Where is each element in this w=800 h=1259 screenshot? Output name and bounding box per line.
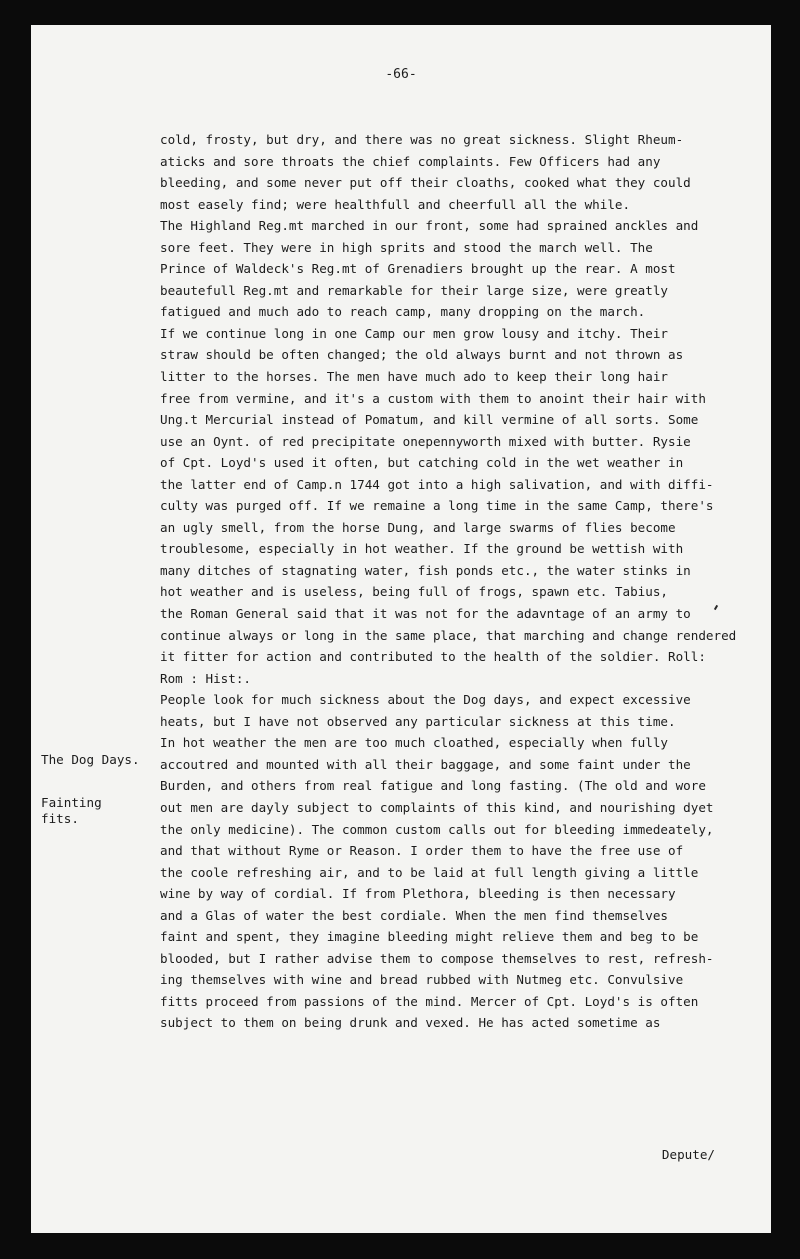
text-line: and a Glas of water the best cordiale. When the men find themselves <box>160 907 668 923</box>
text-line: many ditches of stagnating water, fish ponds etc., the water stinks in <box>160 562 691 578</box>
text-line: the Roman General said that it was not for the adavntage of an army to <box>160 606 691 622</box>
text-line: fatigued and much ado to reach camp, many dropping on the march. <box>160 304 646 320</box>
text-line: an ugly smell, from the horse Dung, and large swarms of flies become <box>160 519 676 535</box>
text-line: ing themselves with wine and bread rubbed with Nutmeg etc. Convulsive <box>160 972 684 988</box>
text-line: beautefull Reg.mt and remarkable for their large size, were greatly <box>160 282 668 298</box>
text-line: bleeding, and some never put off their cloaths, cooked what they could <box>160 175 691 191</box>
text-line: subject to them on being drunk and vexed. He has acted sometime as <box>160 1015 661 1031</box>
text-line: it fitter for action and contributed to the health of the soldier. Roll: <box>160 649 706 665</box>
text-line: hot weather and is useless, being full of frogs, spawn etc. Tabius, <box>160 584 668 600</box>
text-line: cold, frosty, but dry, and there was no great sickness. Slight Rheum- <box>160 132 684 147</box>
body-text <box>160 129 762 1034</box>
text-line: culty was purged off. If we remaine a long time in the same Camp, there's <box>160 498 714 514</box>
text-line: heats, but I have not observed any particular sickness at this time. <box>160 713 676 729</box>
text-line: Ung.t Mercurial instead of Pomatum, and kill vermine of all sorts. Some <box>160 412 699 428</box>
text-line: continue always or long in the same place, that marching and change rendered <box>160 627 737 643</box>
text-line: faint and spent, they imagine bleeding might relieve them and beg to be <box>160 929 699 945</box>
text-line: the latter end of Camp.n 1744 got into a high salivation, and with diffi- <box>160 476 714 492</box>
text-line: straw should be often changed; the old always burnt and not thrown as <box>160 347 684 363</box>
text-line: of Cpt. Loyd's used it often, but catching cold in the wet weather in <box>160 455 684 471</box>
text-line: Prince of Waldeck's Reg.mt of Grenadiers brought up the rear. A most <box>160 261 676 277</box>
text-line: fitts proceed from passions of the mind. Mercer of Cpt. Loyd's is often <box>160 993 699 1009</box>
text-line: out men are dayly subject to complaints of this kind, and nourishing dyet <box>160 799 714 815</box>
text-line: wine by way of cordial. If from Plethora, bleeding is then necessary <box>160 886 676 902</box>
text-line: In hot weather the men are too much cloathed, especially when fully <box>160 735 668 751</box>
text-line: the only medicine). The common custom calls out for bleeding immedeately, <box>160 821 714 837</box>
text-line: free from vermine, and it's a custom with them to anoint their hair with <box>160 390 706 406</box>
margin-note: Fainting fits. <box>41 795 102 827</box>
catchword: Depute/ <box>661 1147 715 1162</box>
text-line: If we continue long in one Camp our men grow lousy and itchy. Their <box>160 325 668 341</box>
text-line: and that without Ryme or Reason. I order them to have the free use of <box>160 843 684 859</box>
text-line: sore feet. They were in high sprits and stood the march well. The <box>160 239 653 255</box>
margin-note: The Dog Days. <box>41 751 140 767</box>
text-line: troublesome, especially in hot weather. If the ground be wettish with <box>160 541 684 557</box>
text-line: Rom : Hist:. <box>160 670 251 686</box>
text-line: People look for much sickness about the Dog days, and expect excessive <box>160 692 691 708</box>
text-line: litter to the horses. The men have much ado to keep their long hair <box>160 369 668 385</box>
page-number: -66- <box>385 67 417 82</box>
document-page <box>31 25 771 1233</box>
text-line: most easely find; were healthfull and cheerfull all the while. <box>160 196 631 212</box>
text-line: Burden, and others from real fatigue and long fasting. (The old and wore <box>160 778 706 794</box>
text-line: blooded, but I rather advise them to compose themselves to rest, refresh- <box>160 950 714 966</box>
text-line: aticks and sore throats the chief complaints. Few Officers had any <box>160 153 661 169</box>
text-line: The Highland Reg.mt marched in our front, some had sprained anckles and <box>160 218 699 234</box>
text-line: accoutred and mounted with all their baggage, and some faint under the <box>160 756 691 772</box>
text-line: use an Oynt. of red precipitate onepennyworth mixed with butter. Rysie <box>160 433 691 449</box>
text-line: the coole refreshing air, and to be laid at full length giving a little <box>160 864 699 880</box>
